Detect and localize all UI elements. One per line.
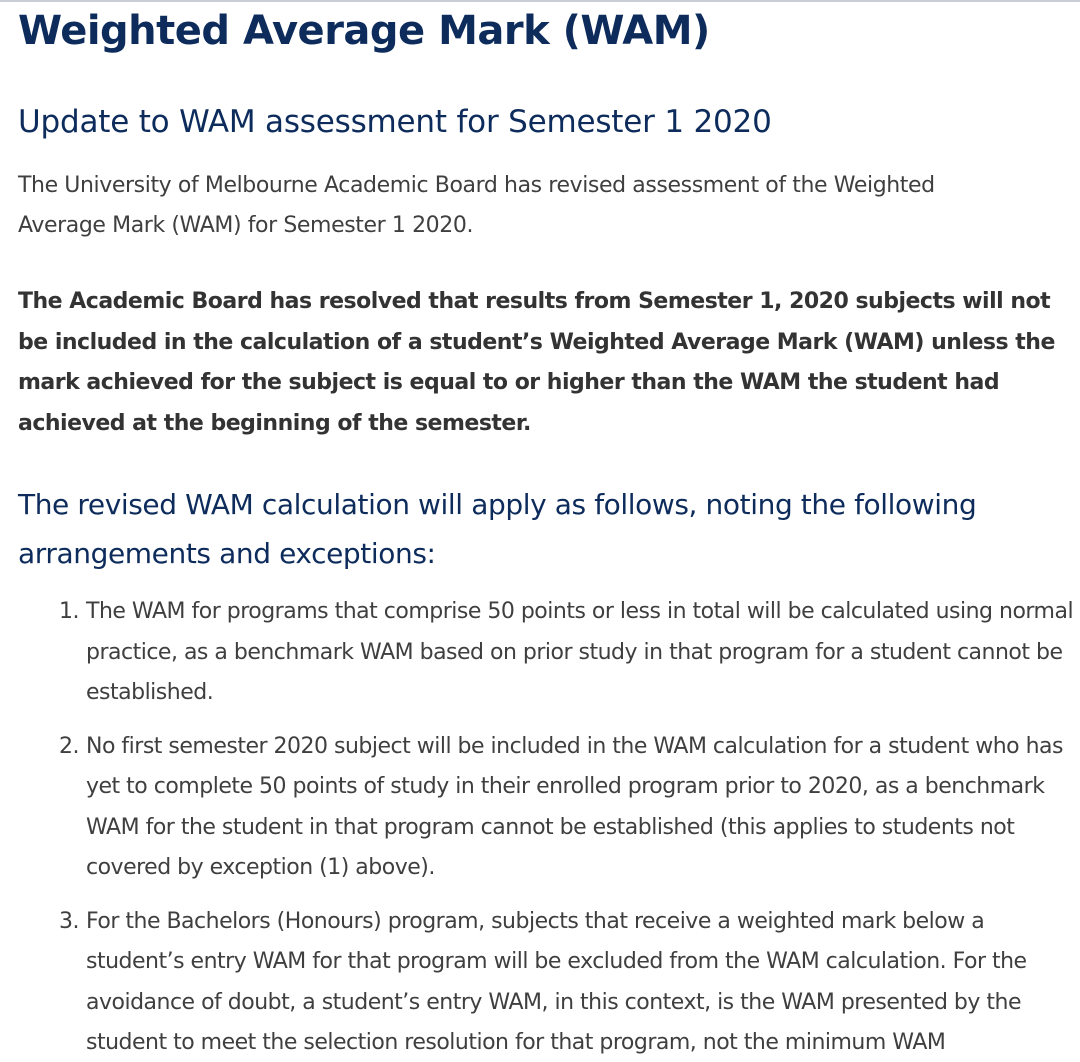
list-item-text: For the Bachelors (Honours) program, subjects that receive a weighted mark below a student’s entry WAM for that program will be excluded from the WAM calculation. For the avoidance of doubt, a student’s entry WAM, in this context, is the WAM presented by the student to meet the selection resolution for that program, not the minimum WAM [86,908,1027,1055]
list-item [59,727,1074,889]
resolution-paragraph: The Academic Board has resolved that results from Semester 1, 2020 subjects will not be included in the calculation of a student’s Weighted Average Mark (WAM) unless the mark achieved for the subject is equal to or higher than the WAM the student had achieved at the beginning of the semester. [18,289,1055,436]
list-item-number: 1. [59,599,79,624]
list-item-text: The WAM for programs that comprise 50 points or less in total will be calculated using normal practice, as a benchmark WAM based on prior study in that program for a student cannot be established. [86,599,1074,705]
list-item-text: No first semester 2020 subject will be included in the WAM calculation for a student who has yet to complete 50 points of study in their enrolled program prior to 2020, as a benchmark WAM for the student in that program cannot be established (this applies to students not covered by exception (1) above). [86,733,1063,880]
intro-paragraph: The University of Melbourne Academic Board has revised assessment of the Weighted Average Mark (WAM) for Semester 1 2020. [18,173,935,238]
list-item [59,902,1074,1062]
arrangements-heading: The revised WAM calculation will apply as follows, noting the following arrangements and exceptions: [18,488,977,570]
list-item-number: 2. [59,733,79,759]
list-item-number: 3. [59,908,79,934]
top-divider [0,0,1080,2]
page-title: Weighted Average Mark (WAM) [18,8,710,54]
arrangements-list [59,592,1074,1062]
list-item [59,592,1074,714]
section-heading: Update to WAM assessment for Semester 1 2020 [18,104,772,140]
